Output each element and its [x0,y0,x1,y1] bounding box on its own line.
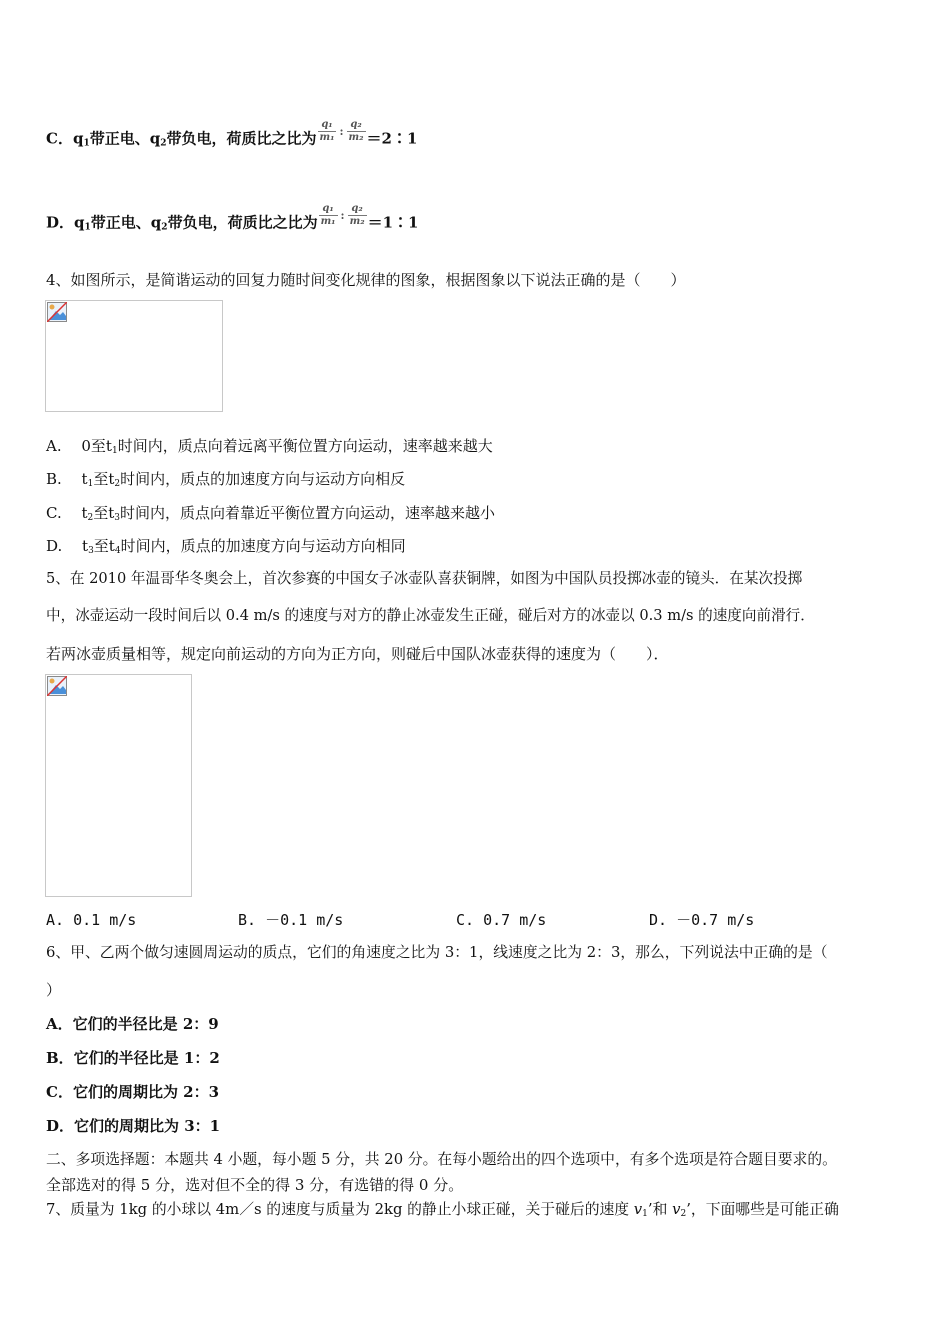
q4-option-c: C. $t_2$至$t_3$时间内，质点向着靠近平衡位置方向运动，速率越来越小 [46,504,496,523]
q6-stem-line1: 6、甲、乙两个做匀速圆周运动的质点，它们的角速度之比为 3：1，线速度之比为 2：3，那么，下列说法中正确的是（ [46,944,828,961]
q3-option-c: C．$q_1$带正电、$q_2$带负电，荷质比之比为 $\frac{\text{q₁}}{\text{m₁}}$ : $\frac{\text{q₂}}{\text{m₂}}$ ＝2∶1 [46,119,418,149]
q5-stem-line1: 5、在 2010 年温哥华冬奥会上，首次参赛的中国女子冰壶队喜获铜牌，如图为中国队员投掷冰壶的镜头．在某次投掷 [46,570,803,587]
q4-stem: 4、如图所示，是简谐运动的回复力随时间变化规律的图象，根据图象以下说法正确的是（ ） [46,271,686,289]
q5-option-b: B. －0.1 m/s [238,911,344,929]
q3-option-d: D．$q_1$带正电、$q_2$带负电，荷质比之比为 $\frac{\text{q₁}}{\text{m₁}}$ : $\frac{\text{q₂}}{\text{m₂}}$ ＝1∶1 [46,203,419,233]
q6-stem-line2: ） [46,981,62,999]
section2-heading-line2: 全部选对的得 5 分，选对但不全的得 3 分，有选错的得 0 分。 [46,1176,464,1194]
q6-option-b: B．它们的半径比是 1：2 [46,1049,220,1067]
q4-option-b: B. $t_1$至$t_2$时间内，质点的加速度方向与运动方向相反 [46,470,406,489]
broken-image-icon [47,676,67,696]
q4-option-a: A. 0至$t_1$时间内，质点向着远离平衡位置方向运动，速率越来越大 [46,437,493,456]
section2-heading-line1: 二、多项选择题：本题共 4 小题，每小题 5 分，共 20 分。在每小题给出的四个选项中，有多个选项是符合题目要求的。 [46,1151,837,1168]
q5-option-a: A. 0.1 m/s [46,911,137,929]
q5-option-d: D. －0.7 m/s [649,911,755,929]
q6-option-d: D．它们的周期比为 3：1 [46,1117,221,1135]
q6-option-a: A．它们的半径比是 2：9 [46,1015,219,1033]
q6-option-c: C．它们的周期比为 2：3 [46,1083,220,1101]
q7-stem: 7、质量为 1kg 的小球以 4m／s 的速度与质量为 2kg 的静止小球正碰，关于碰后的速度 $v_1$’和 $v_2$’，下面哪些是可能正确 [46,1201,839,1219]
broken-image-icon [47,302,67,322]
q5-option-c: C. 0.7 m/s [456,911,547,929]
q4-option-d: D. $t_3$至$t_4$时间内，质点的加速度方向与运动方向相同 [46,537,406,556]
charge-mass-ratio: $\frac{\text{q₁}}{\text{m₁}}$ : $\frac{\text{q₂}}{\text{m₂}}$ [320,203,365,227]
q5-figure-placeholder [45,674,192,897]
charge-mass-ratio: $\frac{\text{q₁}}{\text{m₁}}$ : $\frac{\text{q₂}}{\text{m₂}}$ [319,119,364,143]
q4-figure-placeholder [45,300,223,412]
q5-stem-line3: 若两冰壶质量相等，规定向前运动的方向为正方向，则碰后中国队冰壶获得的速度为（ ）． [46,645,669,663]
q5-stem-line2: 中，冰壶运动一段时间后以 0.4 m/s 的速度与对方的静止冰壶发生正碰，碰后对方的冰壶以 0.3 m/s 的速度向前滑行． [46,607,815,624]
